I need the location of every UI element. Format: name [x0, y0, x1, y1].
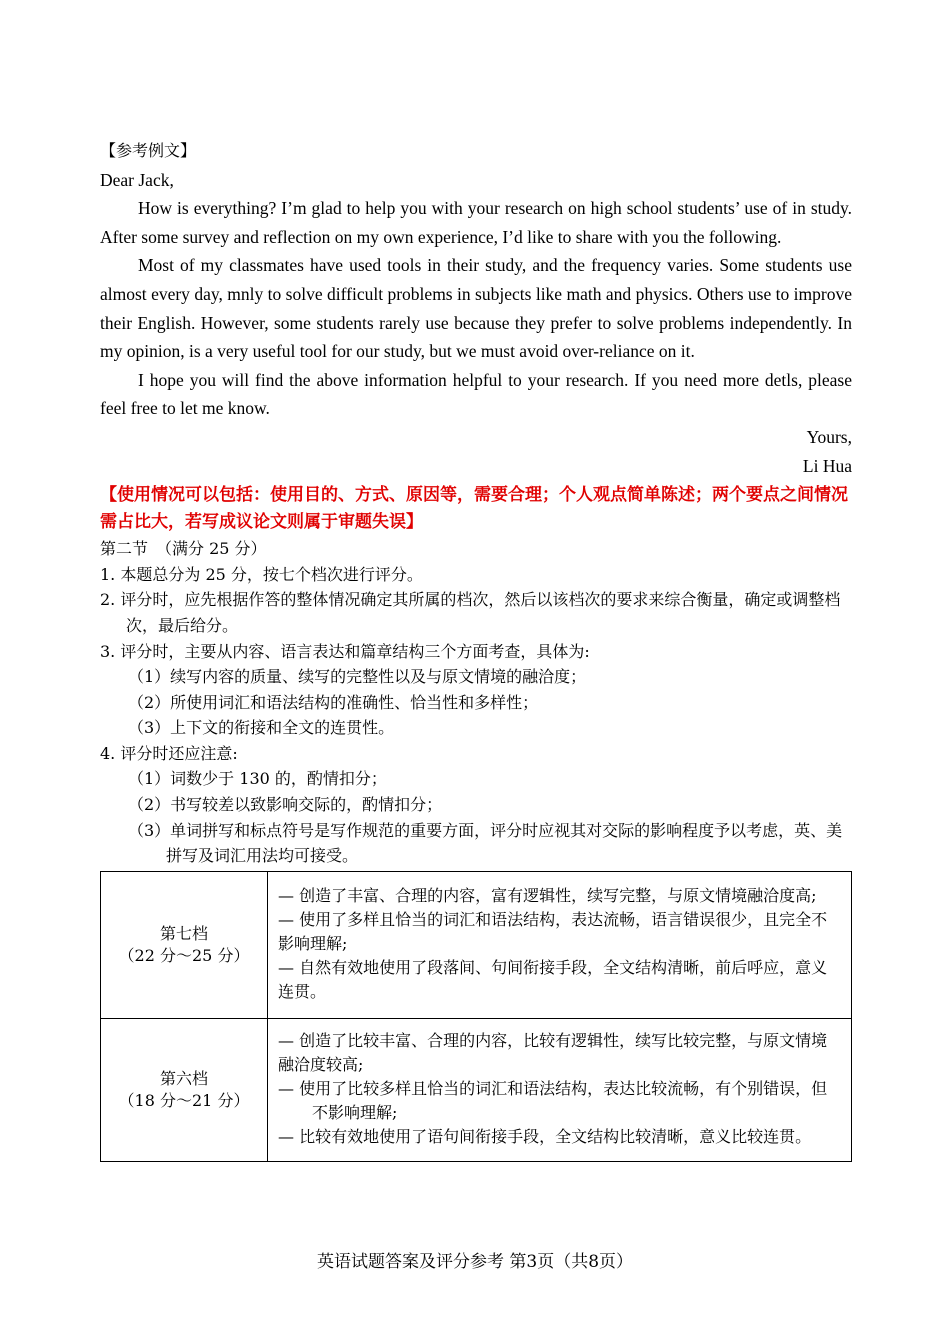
- usage-note: 【使用情况可以包括：使用目的、方式、原因等，需要合理；个人观点简单陈述；两个要点之间情况需占比大，若写成议论文则属于审题失误】: [100, 485, 848, 533]
- rule-3: 3. 评分时，主要从内容、语言表达和篇章结构三个方面考查，具体为:: [100, 641, 590, 661]
- rule-4: 4. 评分时还应注意:: [100, 743, 238, 763]
- rule-4-sub-1: （1）词数少于 130 的，酌情扣分；: [128, 769, 387, 789]
- grade-row: [101, 871, 852, 1018]
- grade-row: [101, 1018, 852, 1161]
- rule-3-sub-2: （2）所使用词汇和语法结构的准确性、恰当性和多样性；: [128, 692, 539, 712]
- grade-criterion: — 创造了丰富、合理的内容，富有逻辑性，续写完整，与原文情境融洽度高;: [278, 885, 817, 905]
- rule-3-sub-3: （3）上下文的衔接和全文的连贯性。: [128, 718, 395, 738]
- grade-criterion: — 使用了比较多样且恰当的词汇和语法结构，表达比较流畅，有个别错误，但不影响理解;: [278, 1078, 828, 1122]
- grade-range: （22 分～25 分）: [118, 945, 250, 965]
- rule-1: 1. 本题总分为 25 分，按七个档次进行评分。: [100, 564, 423, 584]
- page-content: [100, 138, 852, 1162]
- sample-heading: 【参考例文】: [100, 141, 197, 160]
- grade-range: （18 分～21 分）: [118, 1090, 250, 1110]
- rule-2: 2. 评分时，应先根据作答的整体情况确定其所属的档次，然后以该档次的要求来综合衡量，确定或调整档次，最后给分。: [100, 590, 841, 635]
- grading-table: [100, 871, 852, 1162]
- grade-criterion: — 自然有效地使用了段落间、句间衔接手段，全文结构清晰，前后呼应，意义连贯。: [278, 957, 828, 1001]
- grade-description-cell: [268, 1018, 852, 1161]
- rule-3-sub-1: （1）续写内容的质量、续写的完整性以及与原文情境的融洽度；: [128, 667, 587, 687]
- closing: Yours,: [806, 426, 852, 447]
- grade-level-cell: [101, 871, 268, 1018]
- grade-name: 第七档: [159, 923, 208, 943]
- grade-description-cell: [268, 871, 852, 1018]
- grade-criterion: — 使用了多样且恰当的词汇和语法结构，表达流畅，语言错误很少，且完全不影响理解;: [278, 909, 828, 953]
- grade-criterion: — 比较有效地使用了语句间衔接手段，全文结构比较清晰，意义比较连贯。: [278, 1126, 812, 1146]
- grade-level-cell: [101, 1018, 268, 1161]
- section-title: 第二节 （满分 25 分）: [100, 539, 267, 559]
- signature: Li Hua: [802, 455, 852, 476]
- grade-criterion: — 创造了比较丰富、合理的内容，比较有逻辑性，续写比较完整，与原文情境融洽度较高;: [278, 1030, 828, 1074]
- salutation: Dear Jack,: [100, 169, 174, 190]
- grade-name: 第六档: [159, 1068, 208, 1088]
- sample-paragraph-2: Most of my classmates have used tools in their study, and the frequency varies. Some students use almost every day, mnly to solve difficult problems in subjects like math and physics. Others use to improve their English. However, some students rarely use because they prefer to solve problems independently. In my opinion, is a very useful tool for our study, but we must avoid over-reliance on it.: [100, 255, 852, 362]
- rule-4-sub-2: （2）书写较差以致影响交际的，酌情扣分；: [128, 795, 443, 815]
- page-footer: 英语试题答案及评分参考 第3页（共8页）: [316, 1252, 634, 1272]
- sample-paragraph-1: How is everything? I’m glad to help you with your research on high school students’ use of in study. After some survey and reflection on my own experience, I’d like to share with you the following.: [100, 198, 852, 247]
- sample-paragraph-3: I hope you will find the above information helpful to your research. If you need more detls, please feel free to let me know.: [100, 369, 852, 419]
- rule-4-sub-3: （3）单词拼写和标点符号是写作规范的重要方面，评分时应视其对交际的影响程度予以考虑，英、美拼写及词汇用法均可接受。: [128, 820, 843, 866]
